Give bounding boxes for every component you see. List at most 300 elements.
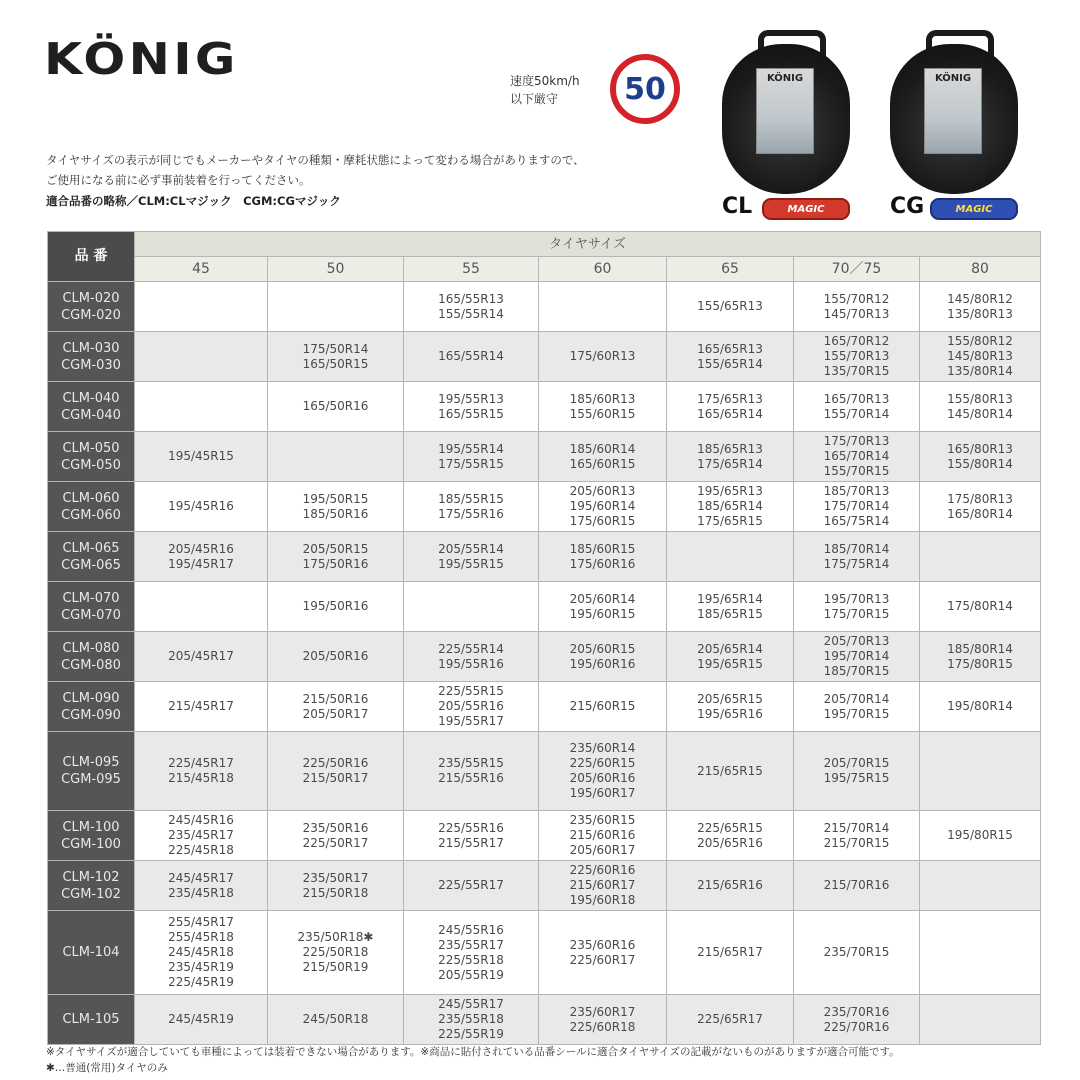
tire-size: 165/70R12 <box>823 334 890 348</box>
brand-logo: KÖNIG <box>44 34 239 85</box>
tire-size-cell <box>135 332 268 382</box>
tire-size-cell <box>135 482 268 532</box>
tire-size: 175/60R15 <box>569 514 636 528</box>
tire-size-cell <box>135 382 268 432</box>
tire-size: 225/55R17 <box>438 878 504 892</box>
product-code: CGM-020 <box>61 307 121 323</box>
column-header: 60 <box>539 257 667 282</box>
tire-size: 225/55R15 <box>438 684 504 698</box>
product-code: CLM-095 <box>62 755 120 770</box>
tire-size: 205/70R15 <box>823 756 890 770</box>
tire-size: 245/45R19 <box>168 1012 234 1026</box>
tire-size: 145/70R13 <box>823 306 890 321</box>
tire-size-cell <box>539 995 667 1045</box>
tire-size: 195/75R15 <box>823 771 890 785</box>
product-code: CGM-060 <box>61 507 121 523</box>
tire-size-cell <box>404 811 539 861</box>
tire-size: 225/70R16 <box>823 1019 890 1034</box>
tire-size-cell <box>539 382 667 432</box>
tire-size: 205/55R19 <box>438 967 504 982</box>
tire-size: 155/70R12 <box>823 291 890 306</box>
tire-size: 135/70R15 <box>823 364 890 378</box>
tire-size: 175/50R16 <box>302 556 369 571</box>
tire-size: 185/60R14 <box>569 441 636 456</box>
tire-size-cell <box>268 582 404 632</box>
product-code: CLM-100 <box>62 819 120 835</box>
tire-size: 225/50R18 <box>302 945 369 959</box>
tire-size: 215/60R16 <box>569 828 636 842</box>
tire-size-cell <box>268 382 404 432</box>
tire-size: 185/65R15 <box>697 606 763 621</box>
product-code-cell <box>48 911 135 995</box>
note-line2: ご使用になる前に必ず事前装着を行ってください。 <box>46 173 311 187</box>
product-code-cell <box>48 995 135 1045</box>
tire-size: 175/60R13 <box>569 349 636 363</box>
tire-size: 255/45R18 <box>168 930 234 944</box>
tire-size: 245/55R17 <box>438 997 504 1011</box>
tire-size: 215/65R15 <box>697 763 763 778</box>
tire-size-cell <box>794 911 920 995</box>
tire-size: 175/80R15 <box>947 656 1013 671</box>
tire-size: 195/70R13 <box>823 591 890 606</box>
product-code-cell <box>48 532 135 582</box>
tire-size-cell <box>794 582 920 632</box>
tire-size: 195/50R15 <box>302 491 369 506</box>
tire-size: 145/80R14 <box>947 406 1013 421</box>
tire-size-cell <box>794 532 920 582</box>
product-code-cell <box>48 811 135 861</box>
tire-size-cell <box>404 382 539 432</box>
tire-size: 165/80R14 <box>947 506 1013 521</box>
tire-size: 195/50R16 <box>302 599 369 613</box>
tire-size: 175/70R14 <box>823 499 890 513</box>
product-code: CGM-050 <box>61 457 121 473</box>
tire-size-cell <box>794 482 920 532</box>
tire-size-cell <box>794 861 920 911</box>
tire-size: 175/80R13 <box>947 491 1013 506</box>
tire-size-cell <box>920 632 1041 682</box>
column-header: 45 <box>135 257 268 282</box>
tire-size-cell <box>667 382 794 432</box>
tire-size: 225/60R16 <box>569 863 636 877</box>
tire-size: 155/80R12 <box>947 334 1013 348</box>
tire-size: 245/45R16 <box>168 813 234 827</box>
tire-size-cell <box>920 861 1041 911</box>
tire-size: 245/55R16 <box>438 922 504 937</box>
table-row <box>48 382 1041 432</box>
tire-size: 225/50R16 <box>302 756 369 770</box>
tire-size: 155/65R14 <box>697 356 763 371</box>
tire-size-cell <box>794 995 920 1045</box>
tire-size-cell <box>268 432 404 482</box>
tire-size: 245/45R17 <box>168 870 234 885</box>
footnote-line2: ✱…普通(常用)タイヤのみ <box>46 1062 168 1074</box>
tire-size: 225/60R17 <box>569 952 636 967</box>
tire-size: 195/65R13 <box>697 484 763 498</box>
tire-size: 165/50R15 <box>302 356 369 371</box>
tire-size: 155/80R14 <box>947 456 1013 471</box>
tire-size: 185/50R16 <box>302 506 369 521</box>
tire-size: 195/55R13 <box>438 391 504 406</box>
tire-size: 165/55R14 <box>438 349 504 363</box>
tire-size-cell <box>794 732 920 811</box>
tire-size: 205/60R17 <box>569 843 636 857</box>
table-row <box>48 995 1041 1045</box>
tire-size: 215/50R19 <box>302 960 369 974</box>
tire-size: 195/55R17 <box>438 714 504 728</box>
tire-size-cell <box>539 282 667 332</box>
tire-size-cell <box>539 432 667 482</box>
tire-size: 175/80R14 <box>947 599 1013 613</box>
tire-size: 155/65R13 <box>697 299 763 313</box>
table-row <box>48 682 1041 732</box>
product-code: CGM-030 <box>61 357 121 373</box>
tire-size-cell <box>404 482 539 532</box>
tire-size: 225/60R18 <box>569 1019 636 1034</box>
tire-size-cell <box>667 332 794 382</box>
tire-size: 225/50R17 <box>302 835 369 850</box>
tire-size: 205/55R16 <box>438 699 504 713</box>
tire-size-cell <box>920 532 1041 582</box>
tire-size: 235/55R18 <box>438 1012 504 1026</box>
tire-size-cell <box>667 732 794 811</box>
tire-size: 195/60R15 <box>569 606 636 621</box>
product-code-cell <box>48 632 135 682</box>
tire-size: 225/45R18 <box>168 843 234 857</box>
tire-size-cell <box>667 911 794 995</box>
tire-size: 215/70R15 <box>823 835 890 850</box>
tire-size-cell <box>268 861 404 911</box>
tire-size: 195/80R15 <box>947 828 1013 842</box>
tire-size: 235/70R16 <box>823 1004 890 1019</box>
product-code: CGM-040 <box>61 407 121 423</box>
tire-size: 225/65R17 <box>697 1012 763 1026</box>
tire-size: 225/60R15 <box>569 756 636 770</box>
tire-size: 235/55R15 <box>438 756 504 770</box>
tire-size-cell <box>539 482 667 532</box>
product-code: CGM-065 <box>61 557 121 573</box>
tire-size-cell <box>404 332 539 382</box>
tire-size-cell <box>667 582 794 632</box>
tire-size: 135/80R13 <box>947 306 1013 321</box>
tire-size: 195/55R15 <box>438 556 504 571</box>
tire-size-cell <box>920 482 1041 532</box>
tire-size: 235/60R14 <box>569 741 636 755</box>
tire-size: 195/45R16 <box>168 499 234 513</box>
product-cg-image <box>880 30 1030 220</box>
tire-size-cell <box>667 811 794 861</box>
tire-size: 205/70R13 <box>823 634 890 648</box>
tire-size: 235/60R16 <box>569 937 636 952</box>
tire-size: 195/45R17 <box>168 556 234 571</box>
table-row <box>48 811 1041 861</box>
tire-size-cell <box>268 911 404 995</box>
tire-size: 175/65R14 <box>697 456 763 471</box>
tire-size-cell <box>404 682 539 732</box>
tire-size-cell <box>920 282 1041 332</box>
table-row <box>48 732 1041 811</box>
tire-size: 245/50R18 <box>302 1012 369 1026</box>
tire-size: 195/80R14 <box>947 699 1013 713</box>
tire-size-cell <box>667 861 794 911</box>
note-line3: 適合品番の略称／CLM:CLマジック CGM:CGマジック <box>46 194 341 208</box>
tire-size-cell <box>404 432 539 482</box>
tire-size: 205/45R17 <box>168 649 234 663</box>
tire-size: 235/60R17 <box>569 1004 636 1019</box>
tire-size: 215/70R14 <box>823 820 890 835</box>
tire-size-cell <box>794 332 920 382</box>
table-row <box>48 861 1041 911</box>
product-cl-image <box>712 30 862 220</box>
tire-size-cell <box>135 682 268 732</box>
product-code: CGM-080 <box>61 657 121 673</box>
tire-size-cell <box>135 582 268 632</box>
tire-size: 195/70R15 <box>823 706 890 721</box>
tire-size: 235/55R17 <box>438 937 504 952</box>
tire-size: 195/45R15 <box>168 449 234 463</box>
tire-size: 225/55R19 <box>438 1027 504 1041</box>
tire-size: 205/55R14 <box>438 541 504 556</box>
tire-size: 195/60R14 <box>569 499 636 513</box>
tire-size: 235/50R18✱ <box>297 930 374 944</box>
tire-size: 215/60R15 <box>569 699 636 713</box>
tire-size-cell <box>920 682 1041 732</box>
tire-size: 245/45R18 <box>168 945 234 959</box>
tire-size: 195/60R16 <box>569 656 636 671</box>
tire-size-cell <box>404 632 539 682</box>
tire-size-cell <box>794 432 920 482</box>
tire-size: 195/70R14 <box>823 649 890 663</box>
product-code-cell <box>48 282 135 332</box>
tire-size: 205/50R17 <box>302 706 369 721</box>
tire-size: 215/65R17 <box>697 945 763 959</box>
tire-size: 205/50R16 <box>302 649 369 663</box>
tire-size: 215/60R17 <box>569 878 636 892</box>
tire-size-cell <box>539 861 667 911</box>
column-header: 50 <box>268 257 404 282</box>
tire-size-cell <box>794 632 920 682</box>
tire-size: 235/70R15 <box>823 945 890 959</box>
tire-size: 175/70R15 <box>823 606 890 621</box>
product-code-cell <box>48 861 135 911</box>
product-code: CGM-090 <box>61 707 121 723</box>
tire-size-cell <box>920 382 1041 432</box>
tire-size: 185/70R14 <box>823 541 890 556</box>
tire-size: 155/70R15 <box>823 464 890 478</box>
code-header: 品 番 <box>48 232 135 282</box>
product-code: CGM-095 <box>61 772 121 787</box>
speed-limit-sign: 50 <box>610 54 680 124</box>
tire-size-cell <box>268 632 404 682</box>
tire-size: 195/65R16 <box>697 706 763 721</box>
product-code-cell <box>48 732 135 811</box>
tire-size-cell <box>268 282 404 332</box>
tire-size: 185/55R15 <box>438 491 504 506</box>
tire-size-cell <box>135 282 268 332</box>
tire-size: 235/45R17 <box>168 828 234 842</box>
tire-size-cell <box>667 682 794 732</box>
tire-size: 235/45R19 <box>168 960 234 974</box>
tire-size: 205/60R13 <box>569 484 636 498</box>
tire-size: 165/60R15 <box>569 456 636 471</box>
tire-size: 135/80R14 <box>947 364 1013 378</box>
tire-size: 175/65R13 <box>697 391 763 406</box>
tire-size: 205/60R16 <box>569 771 636 785</box>
tire-size: 205/65R15 <box>697 691 763 706</box>
speed-notice <box>510 72 580 108</box>
tire-size: 215/70R16 <box>823 878 890 892</box>
tire-size: 205/50R15 <box>302 541 369 556</box>
tire-size: 175/55R15 <box>438 456 504 471</box>
tire-size: 205/60R14 <box>569 591 636 606</box>
table-row <box>48 332 1041 382</box>
tire-size: 215/50R16 <box>302 691 369 706</box>
tire-size: 205/65R14 <box>697 641 763 656</box>
product-code: CGM-102 <box>61 886 121 902</box>
tire-size: 155/80R13 <box>947 391 1013 406</box>
product-code-cell <box>48 332 135 382</box>
tire-size-cell <box>268 811 404 861</box>
tire-size-cell <box>539 632 667 682</box>
tire-size: 145/80R12 <box>947 291 1013 306</box>
tire-size-cell <box>539 911 667 995</box>
tire-size: 165/65R14 <box>697 406 763 421</box>
tire-size: 175/55R16 <box>438 506 504 521</box>
tire-size-cell <box>135 632 268 682</box>
tire-size: 165/55R15 <box>438 406 504 421</box>
tire-size: 165/80R13 <box>947 441 1013 456</box>
tire-size-cell <box>794 682 920 732</box>
tire-size-cell <box>135 432 268 482</box>
tire-size: 195/55R16 <box>438 656 504 671</box>
tire-size-cell <box>920 332 1041 382</box>
tire-size-cell <box>404 282 539 332</box>
speed-notice-line2: 以下厳守 <box>510 92 559 106</box>
tire-size-cell <box>539 811 667 861</box>
tire-size-cell <box>268 332 404 382</box>
tire-size-cell <box>404 732 539 811</box>
tire-size-table <box>47 231 1041 1045</box>
tire-size: 195/65R15 <box>697 656 763 671</box>
tire-size-cell <box>404 582 539 632</box>
tire-size: 185/60R13 <box>569 391 636 406</box>
product-code-cell <box>48 382 135 432</box>
tire-size: 165/55R13 <box>438 291 504 306</box>
note-line1: タイヤサイズの表示が同じでもメーカーやタイヤの種類・摩耗状態によって変わる場合がありますので、 <box>46 153 585 167</box>
tire-size: 215/50R17 <box>302 771 369 785</box>
tire-size: 175/50R14 <box>302 341 369 356</box>
tire-size: 225/65R15 <box>697 820 763 835</box>
product-code-cell <box>48 682 135 732</box>
product-code: CLM-070 <box>62 590 120 606</box>
product-code: CLM-030 <box>62 340 120 356</box>
case-label: KÖNIG <box>924 68 982 154</box>
product-name: CG <box>890 194 925 219</box>
column-header: 80 <box>920 257 1041 282</box>
tire-size-cell <box>920 911 1041 995</box>
tire-size: 165/65R13 <box>697 341 763 356</box>
footnote-line1: ※タイヤサイズが適合していても車種によっては装着できない場合があります。※商品に貼付されている品番シールに適合タイヤサイズの記載がないものがありますが適合可能です。 <box>46 1046 900 1058</box>
product-code: CLM-050 <box>62 440 120 456</box>
tire-size-cell <box>135 732 268 811</box>
tire-size: 215/45R17 <box>168 699 234 713</box>
tire-size-cell <box>268 995 404 1045</box>
tire-size: 235/60R15 <box>569 813 636 827</box>
table-row <box>48 432 1041 482</box>
tire-size: 185/60R15 <box>569 541 636 556</box>
table-row <box>48 482 1041 532</box>
tire-size: 185/65R14 <box>697 499 763 513</box>
column-header: 70／75 <box>794 257 920 282</box>
product-code: CLM-065 <box>62 540 120 556</box>
tire-size: 225/55R16 <box>438 820 504 835</box>
product-code: CLM-105 <box>62 1012 120 1027</box>
product-code: CLM-060 <box>62 490 120 506</box>
tire-size-cell <box>920 811 1041 861</box>
tire-size: 195/65R14 <box>697 591 763 606</box>
tire-size: 185/65R13 <box>697 441 763 456</box>
tire-size: 215/50R18 <box>302 885 369 900</box>
tire-size: 225/45R19 <box>168 975 234 989</box>
tire-size: 205/60R15 <box>569 641 636 656</box>
tire-size-cell <box>404 532 539 582</box>
tire-size: 195/55R14 <box>438 441 504 456</box>
tire-size-cell <box>539 332 667 382</box>
speed-notice-line1: 速度50km/h <box>510 74 580 88</box>
tire-size: 175/70R13 <box>823 434 890 448</box>
tire-size: 215/55R16 <box>438 771 504 785</box>
tire-size: 205/70R14 <box>823 691 890 706</box>
tire-size: 235/50R16 <box>302 820 369 835</box>
tire-size: 235/45R18 <box>168 885 234 900</box>
tire-size: 225/55R14 <box>438 641 504 656</box>
tire-size-cell <box>539 532 667 582</box>
tire-size-cell <box>135 811 268 861</box>
tire-size-cell <box>920 432 1041 482</box>
tire-size-cell <box>920 582 1041 632</box>
tire-size-cell <box>794 382 920 432</box>
table-row <box>48 632 1041 682</box>
tire-size: 165/70R13 <box>823 391 890 406</box>
product-code: CLM-104 <box>62 945 120 960</box>
tire-size: 205/65R16 <box>697 835 763 850</box>
product-code-cell <box>48 432 135 482</box>
table-row <box>48 282 1041 332</box>
tire-size-cell <box>135 532 268 582</box>
tire-size-cell <box>135 861 268 911</box>
size-header: タイヤサイズ <box>135 232 1041 257</box>
tire-size-cell <box>794 282 920 332</box>
tire-size: 215/45R18 <box>168 771 234 785</box>
tire-size-cell <box>135 995 268 1045</box>
table-row <box>48 582 1041 632</box>
tire-size-cell <box>794 811 920 861</box>
product-code-cell <box>48 582 135 632</box>
tire-size-cell <box>404 995 539 1045</box>
table-row <box>48 911 1041 995</box>
tire-size: 225/45R17 <box>168 756 234 770</box>
tire-size: 175/60R16 <box>569 556 636 571</box>
magic-badge: MAGIC <box>930 198 1018 220</box>
tire-size: 205/45R16 <box>168 541 234 556</box>
product-name: CL <box>722 194 753 219</box>
tire-size-cell <box>667 995 794 1045</box>
tire-size: 225/55R18 <box>438 952 504 967</box>
case-label: KÖNIG <box>756 68 814 154</box>
tire-size-cell <box>539 732 667 811</box>
product-code: CLM-102 <box>62 869 120 885</box>
column-header: 65 <box>667 257 794 282</box>
